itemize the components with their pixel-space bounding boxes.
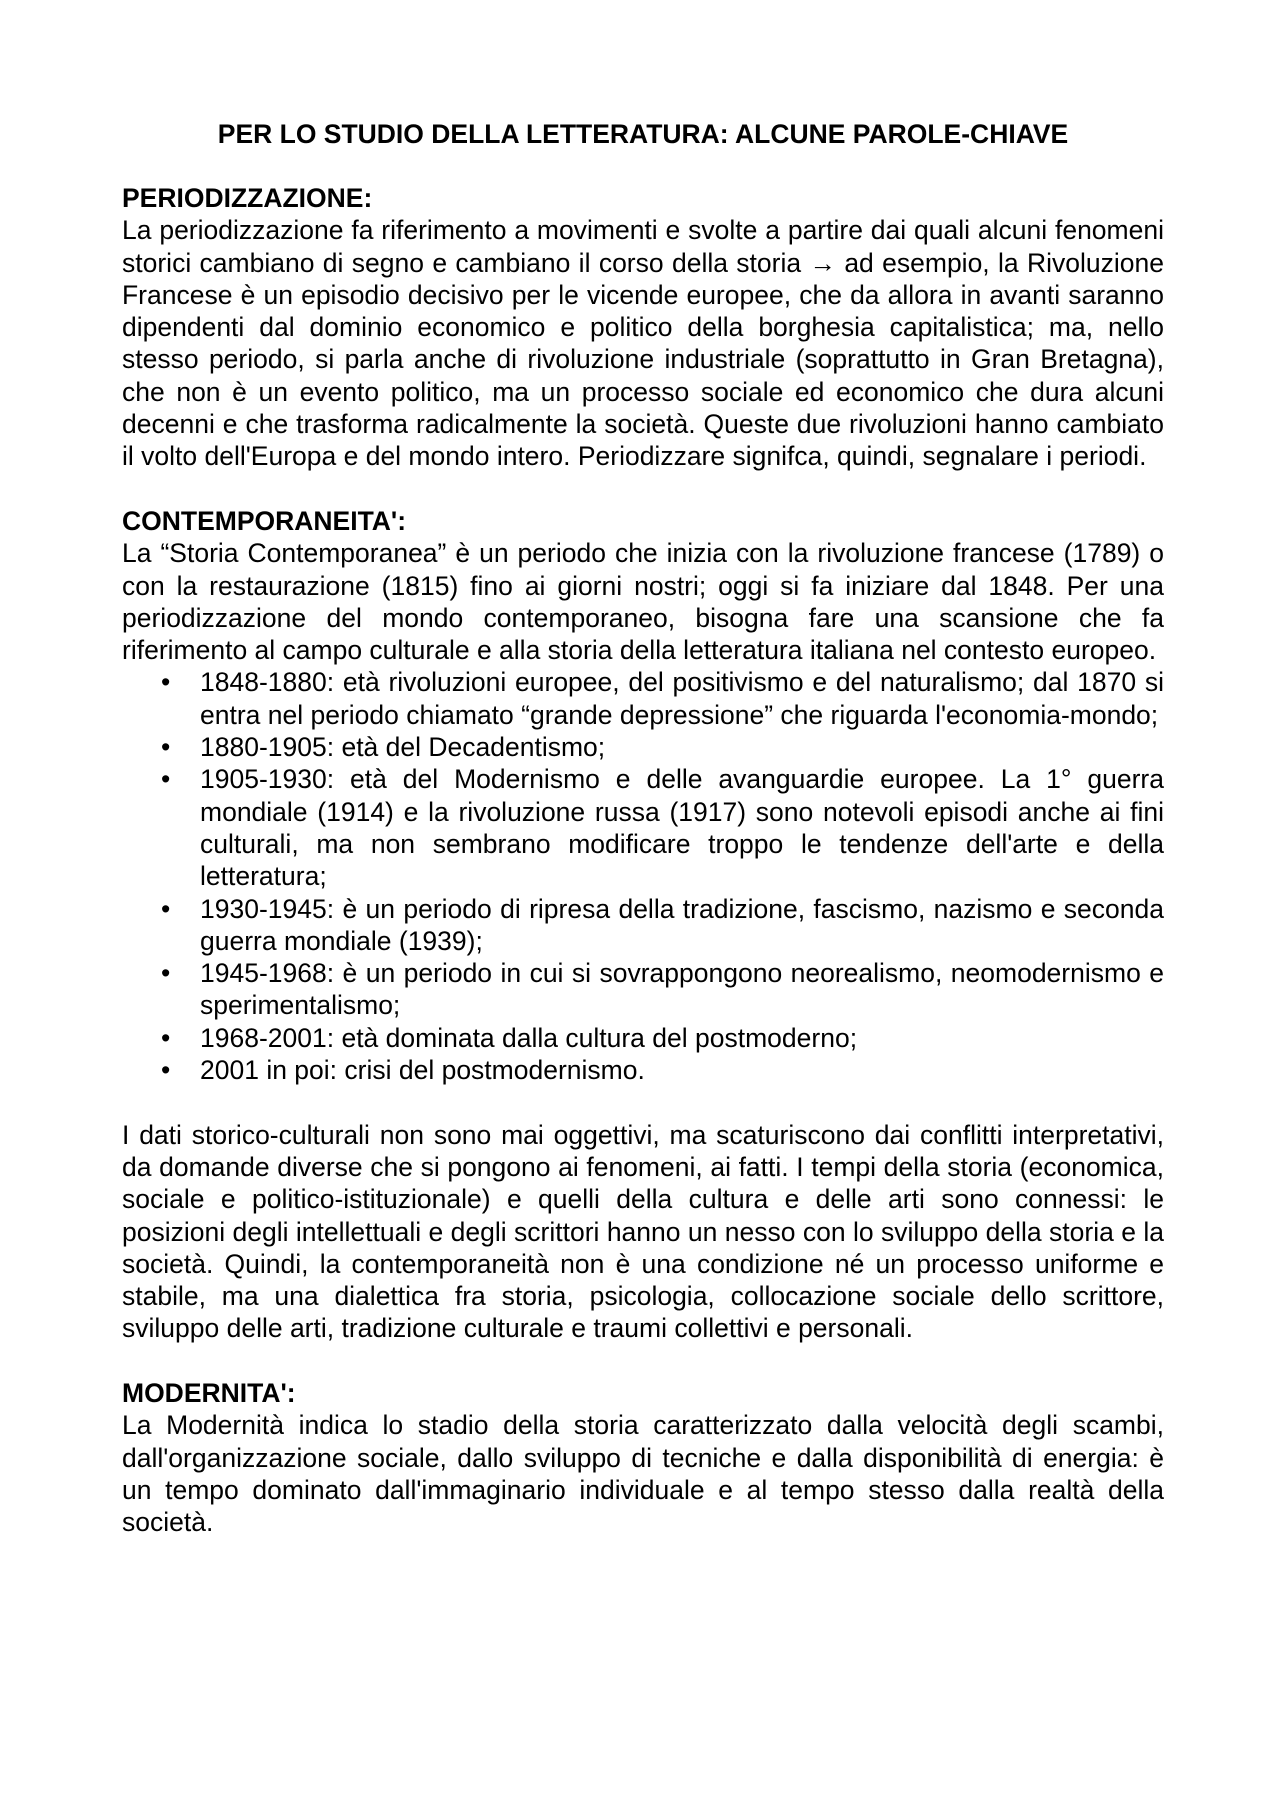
paragraph: I dati storico-culturali non sono mai oggettivi, ma scaturiscono dai conflitti interpretativi, da domande diverse che si pongono ai fenomeni, ai fatti. I tempi della storia (economica, sociale e politico-istituzionale) e quelli della cultura e delle arti sono connessi: le posizioni degli intellettuali e degli scrittori hanno un nesso con lo sviluppo della storia e la società. Quindi, la contemporaneità non è una condizione né un processo uniforme e stabile, ma una dialettica fra storia, psicologia, collocazione sociale dello scrittore, sviluppo delle arti, tradizione culturale e traumi collettivi e personali.: [122, 1119, 1164, 1344]
list-item: [122, 893, 1164, 958]
bullet-icon: •: [161, 667, 171, 698]
list-item: [122, 957, 1164, 1022]
bullet-icon: •: [161, 732, 171, 763]
section-modernita: [122, 1377, 1164, 1538]
periods-list: [122, 666, 1164, 1086]
section-contemporaneita: [122, 505, 1164, 1345]
list-item: [122, 1054, 1164, 1086]
bullet-icon: •: [161, 764, 171, 795]
section-heading: PERIODIZZAZIONE:: [122, 183, 373, 213]
list-item-text: 1968-2001: età dominata dalla cultura del postmoderno;: [200, 1022, 858, 1053]
list-item: [122, 666, 1164, 731]
list-item-text: 1848-1880: età rivoluzioni europee, del positivismo e del naturalismo; dal 1870 si entra nel periodo chiamato “grande depressione” che riguarda l'economia-mondo;: [200, 667, 1164, 730]
list-item: [122, 763, 1164, 892]
paragraph: La periodizzazione fa riferimento a movimenti e svolte a partire dai quali alcuni fenomeni storici cambiano di segno e cambiano il corso della storia → ad esempio, la Rivoluzione Francese è un episodio decisivo per le vicende europee, che da allora in avanti saranno dipendenti dal dominio economico e politico della borghesia capitalistica; ma, nello stesso periodo, si parla anche di rivoluzione industriale (soprattutto in Gran Bretagna), che non è un evento politico, ma un processo sociale ed economico che dura alcuni decenni e che trasforma radicalmente la società. Queste due rivoluzioni hanno cambiato il volto dell'Europa e del mondo intero. Periodizzare signifca, quindi, segnalare i periodi.: [122, 215, 1164, 472]
list-item-text: 1880-1905: età del Decadentismo;: [200, 732, 606, 763]
section-heading: MODERNITA':: [122, 1377, 296, 1408]
paragraph: La Modernità indica lo stadio della storia caratterizzato dalla velocità degli scambi, dall'organizzazione sociale, dallo sviluppo di tecniche e dalla disponibilità di energia: è un tempo dominato dall'immaginario individuale e al tempo stesso dalla realtà della società.: [122, 1410, 1164, 1538]
section-heading: CONTEMPORANEITA':: [122, 505, 407, 536]
list-item: [122, 1022, 1164, 1054]
section-periodizzazione: [122, 182, 1164, 473]
list-item-text: 1930-1945: è un periodo di ripresa della tradizione, fascismo, nazismo e seconda guerra mondiale (1939);: [200, 893, 1164, 956]
list-item-text: 1945-1968: è un periodo in cui si sovrappongono neorealismo, neomodernismo e sperimentalismo;: [200, 958, 1164, 1021]
list-item: [122, 731, 1164, 763]
list-item-text: 2001 in poi: crisi del postmodernismo.: [200, 1055, 645, 1086]
bullet-icon: •: [161, 1055, 171, 1086]
spacer: [122, 1086, 1164, 1118]
list-item-text: 1905-1930: età del Modernismo e delle avanguardie europee. La 1° guerra mondiale (1914) e la rivoluzione russa (1917) sono notevoli episodi anche ai fini culturali, ma non sembrano modificare troppo le tendenze dell'arte e della letteratura;: [200, 764, 1164, 892]
bullet-icon: •: [161, 1022, 171, 1053]
document-title: PER LO STUDIO DELLA LETTERATURA: ALCUNE PAROLE-CHIAVE: [217, 119, 1069, 149]
bullet-icon: •: [161, 893, 171, 924]
paragraph: La “Storia Contemporanea” è un periodo che inizia con la rivoluzione francese (1789) o con la restaurazione (1815) fino ai giorni nostri; oggi si fa iniziare dal 1848. Per una periodizzazione del mondo contemporaneo, bisogna fare una scansione che fa riferimento al campo culturale e alla storia della letteratura italiana nel contesto europeo.: [122, 538, 1164, 666]
document-page: [122, 118, 1164, 1571]
bullet-icon: •: [161, 958, 171, 989]
